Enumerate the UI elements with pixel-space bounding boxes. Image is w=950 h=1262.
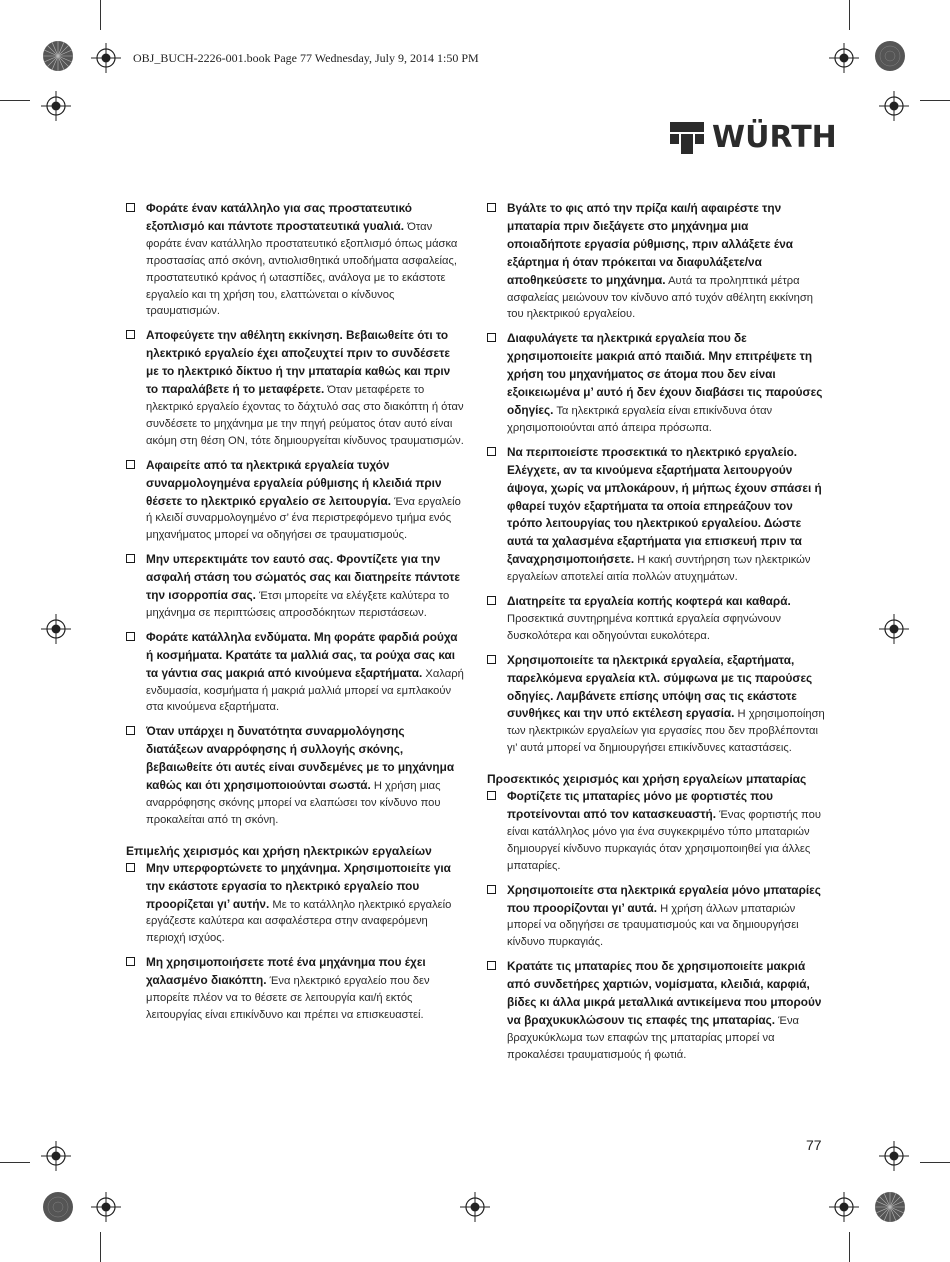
checkbox-bullet-icon bbox=[126, 726, 135, 735]
section-heading: Προσεκτικός χειρισμός και χρήση εργαλείων μπαταρίας bbox=[487, 772, 807, 787]
checkbox-bullet-icon bbox=[487, 655, 496, 664]
color-target-icon bbox=[42, 1191, 74, 1223]
safety-item-title: Διατηρείτε τα εργαλεία κοπής κοφτερά και καθαρά. bbox=[507, 594, 791, 609]
wurth-logo-text: WÜRTH bbox=[712, 120, 837, 155]
safety-item-title: Διαφυλάγετε τα ηλεκτρικά εργαλεία που δε χρησιμοποιείτε μακριά από παιδιά. Μην επιτρέψετε τη χρήση του μηχανήματος σε άτομα που δεν είναι εξοικειωμένα μ’ αυτό ή δεν έχουν διαβάσει τις παρούσες οδηγίες. bbox=[507, 331, 823, 417]
checkbox-bullet-icon bbox=[126, 460, 135, 469]
right-column bbox=[487, 200, 825, 1071]
wurth-logo bbox=[670, 120, 837, 156]
safety-item-text: Ένα ηλεκτρικό εργαλείο που δεν μπορείτε πλέον να το θέσετε σε λειτουργία και/ή εκτός λειτουργίας είναι επικίνδυνο και πρέπει να επισκευαστεί. bbox=[146, 975, 430, 1021]
checkbox-bullet-icon bbox=[487, 885, 496, 894]
safety-item-title: Να περιποιείστε προσεκτικά το ηλεκτρικό εργαλείο. Ελέγχετε, αν τα κινούμενα εξαρτήματα λειτουργούν άψογα, χωρίς να μπλοκάρουν, ή μήπως έχουν σπάσει ή φθαρεί τυχόν εξαρτήματα τα οποία επηρεάζουν τον τρόπο λειτουργίας του ηλεκτρικού εργαλείου. Δώστε αυτά τα χαλασμένα εξαρτήματα για επισκευή πριν τα ξαναχρησιμοποιήσετε. bbox=[507, 444, 822, 567]
registration-mark-icon bbox=[91, 43, 121, 73]
registration-mark-icon bbox=[41, 1141, 71, 1171]
crop-mark bbox=[849, 1232, 850, 1262]
safety-item-title: Μην υπερφορτώνετε το μηχάνημα. Χρησιμοποιείτε για την εκάστοτε εργασία το ηλεκτρικό εργαλείο που προορίζεται γι’ αυτήν. bbox=[146, 860, 451, 911]
color-target-icon bbox=[874, 40, 906, 72]
safety-item bbox=[126, 860, 464, 948]
registration-mark-icon bbox=[41, 614, 71, 644]
registration-mark-icon bbox=[879, 614, 909, 644]
crop-mark bbox=[100, 1232, 101, 1262]
section-heading: Επιμελής χειρισμός και χρήση ηλεκτρικών εργαλείων bbox=[126, 843, 432, 858]
safety-item bbox=[487, 593, 825, 645]
safety-item-title: Αφαιρείτε από τα ηλεκτρικά εργαλεία τυχόν συναρμολογημένα εργαλεία ρύθμισης ή κλειδιά πριν θέσετε το ηλεκτρικό εργαλείο σε λειτουργία. bbox=[146, 457, 442, 508]
safety-item bbox=[487, 330, 825, 436]
checkbox-bullet-icon bbox=[126, 632, 135, 641]
registration-mark-icon bbox=[829, 43, 859, 73]
safety-item bbox=[487, 444, 825, 586]
safety-item bbox=[126, 457, 464, 545]
color-target-icon bbox=[874, 1191, 906, 1223]
checkbox-bullet-icon bbox=[126, 554, 135, 563]
safety-item-text: Ένας φορτιστής που είναι κατάλληλος μόνο για ένα συγκεκριμένο τύπο μπαταριών δημιουργεί κίνδυνο πυρκαγιάς όταν χρησιμοποιηθεί για άλλες μπαταρίες. bbox=[507, 809, 821, 872]
safety-item-text: Η χρησιμοποίηση των ηλεκτρικών εργαλείων για εργασίες που δεν προβλέπονται γι’ αυτά μπορεί να δημιουργήσει επικίνδυνες καταστάσεις. bbox=[507, 708, 825, 755]
checkbox-bullet-icon bbox=[126, 203, 135, 212]
safety-item-title: Όταν υπάρχει η δυνατότητα συναρμολόγησης διατάξεων αναρρόφησης ή συλλογής σκόνης, βεβαιωθείτε ότι αυτές είναι συνδεμένες με το μηχάνημα καθώς και ότι χρησιμοποιούνται σωστά. bbox=[146, 724, 455, 793]
registration-mark-icon bbox=[829, 1192, 859, 1222]
safety-item-title: Βγάλτε το φις από την πρίζα και/ή αφαιρέστε την μπαταρία πριν διεξάγετε στο μηχάνημα μια οποιαδήποτε εργασία ρύθμισης, πριν αλλάξετε ένα εξάρτημα ή όταν πρόκειται να διαφυλάξετε/να αποθηκεύσετε το μηχάνημα. bbox=[507, 201, 794, 287]
safety-item bbox=[487, 652, 825, 757]
safety-item-title: Κρατάτε τις μπαταρίες που δε χρησιμοποιείτε μακριά από συνδετήρες χαρτιών, νομίσματα, κλειδιά, καρφιά, βίδες κι άλλα μικρά μεταλλικά αντικείμενα που μπορούν να βραχυκυκλώσουν τις επαφές της μπαταρίας. bbox=[507, 959, 822, 1027]
safety-item-title: Χρησιμοποιείτε στα ηλεκτρικά εργαλεία μόνο μπαταρίες που προορίζονται γι’ αυτά. bbox=[507, 882, 821, 915]
crop-mark bbox=[849, 0, 850, 30]
safety-item-text: Χαλαρή ενδυμασία, κοσμήματα ή μακριά μαλλιά μπορεί να εμπλακούν στα κινούμενα εξαρτήματα. bbox=[146, 667, 464, 714]
safety-item bbox=[487, 200, 825, 323]
safety-item-text: Έτσι μπορείτε να ελέγξετε καλύτερα το μηχάνημα σε περιπτώσεις απροσδόκητων περιστάσεων. bbox=[146, 590, 450, 619]
checkbox-bullet-icon bbox=[487, 596, 496, 605]
crop-mark bbox=[920, 1162, 950, 1163]
safety-item-text: Με το κατάλληλο ηλεκτρικό εργαλείο εργάζεστε καλύτερα και ασφαλέστερα στην αναφερόμενη περιοχή ισχύος. bbox=[146, 898, 452, 945]
registration-mark-icon bbox=[460, 1192, 490, 1222]
crop-mark bbox=[0, 100, 30, 101]
checkbox-bullet-icon bbox=[487, 333, 496, 342]
safety-item-text: Ένα βραχυκύκλωμα των επαφών της μπαταρίας μπορεί να προκαλέσει τραυματισμούς ή φωτιά. bbox=[507, 1014, 800, 1061]
left-column bbox=[126, 200, 464, 1031]
registration-mark-icon bbox=[879, 1141, 909, 1171]
registration-mark-icon bbox=[879, 91, 909, 121]
checkbox-bullet-icon bbox=[126, 863, 135, 872]
page-number: 77 bbox=[806, 1137, 822, 1153]
checkbox-bullet-icon bbox=[126, 330, 135, 339]
crop-mark bbox=[0, 1162, 30, 1163]
safety-item-title: Χρησιμοποιείτε τα ηλεκτρικά εργαλεία, εξαρτήματα, παρελκόμενα εργαλεία κτλ. σύμφωνα με τις παρούσες οδηγίες. Λαμβάνετε επίσης υπόψη σας τις εκάστοτε συνθήκες και την υπό εκτέλεση εργασία. bbox=[507, 652, 813, 721]
safety-item-text: Όταν μεταφέρετε το ηλεκτρικό εργαλείο έχοντας το δάχτυλό σας στο διακόπτη ή όταν συνδέσετε το μηχάνημα με την πηγή ρεύματος όταν αυτό είναι ακόμη στη θέση ON, τότε δημιουργείται κίνδυνος τραυματισμών. bbox=[146, 384, 464, 447]
safety-item bbox=[487, 882, 825, 952]
wurth-logo-mark-icon bbox=[670, 122, 704, 154]
safety-item-title: Μη χρησιμοποιήσετε ποτέ ένα μηχάνημα που έχει χαλασμένο διακόπτη. bbox=[146, 955, 426, 988]
registration-mark-icon bbox=[41, 91, 71, 121]
safety-item-title: Αποφεύγετε την αθέλητη εκκίνηση. Βεβαιωθείτε ότι το ηλεκτρικό εργαλείο έχει αποζευχτεί πριν το συνδέσετε με το ηλεκτρικό δίκτυο ή την μπαταρία καθώς και πριν το παραλάβετε ή το μεταφέρετε. bbox=[146, 328, 451, 397]
safety-item-title: Φορτίζετε τις μπαταρίες μόνο με φορτιστές που προτείνονται από τον κατασκευαστή. bbox=[507, 789, 774, 821]
registration-mark-icon bbox=[91, 1192, 121, 1222]
safety-item bbox=[487, 958, 825, 1063]
color-target-icon bbox=[42, 40, 74, 72]
checkbox-bullet-icon bbox=[487, 203, 496, 212]
safety-item bbox=[126, 629, 464, 717]
safety-item-text: Όταν φοράτε έναν κατάλληλο προστατευτικό εξοπλισμό όπως μάσκα προστασίας από σκόνη, αντιολισθητικά υποδήματα ασφαλείας, προστατευτικό κράνος ή ωτασπίδες, ανάλογα με το εκάστοτε εργαλείο και τη χρήση του, ελαττώνεται ο κίνδυνος τραυματισμών. bbox=[146, 220, 458, 318]
safety-item-text: Αυτά τα προληπτικά μέτρα ασφαλείας μειώνουν τον κίνδυνο από τυχόν αθέλητη εκκίνηση του ηλεκτρικού εργαλείου. bbox=[507, 274, 813, 321]
crop-mark bbox=[100, 0, 101, 30]
safety-item-text: Η κακή συντήρηση των ηλεκτρικών εργαλείων αποτελεί αιτία πολλών ατυχημάτων. bbox=[507, 554, 811, 584]
safety-item-title: Φοράτε έναν κατάλληλο για σας προστατευτικό εξοπλισμό και πάντοτε προστατευτικά γυαλιά. bbox=[146, 201, 412, 233]
safety-item bbox=[126, 954, 464, 1024]
safety-item bbox=[126, 723, 464, 828]
safety-item-title: Μην υπερεκτιμάτε τον εαυτό σας. Φροντίζετε για την ασφαλή στάση του σώματός σας και διατηρείτε πάντοτε την ισορροπία σας. bbox=[146, 552, 460, 603]
safety-item bbox=[126, 327, 464, 449]
checkbox-bullet-icon bbox=[487, 447, 496, 456]
book-header-info: OBJ_BUCH-2226-001.book Page 77 Wednesday, July 9, 2014 1:50 PM bbox=[133, 51, 479, 65]
checkbox-bullet-icon bbox=[126, 957, 135, 966]
safety-item bbox=[487, 788, 825, 875]
checkbox-bullet-icon bbox=[487, 961, 496, 970]
safety-item-text: Ένα εργαλείο ή κλειδί συναρμολογημένο σ’ ένα περιστρεφόμενο τμήμα ενός μηχανήματος μπορεί να οδηγήσει σε τραυματισμούς. bbox=[146, 495, 461, 542]
safety-item-text: Προσεκτικά συντηρημένα κοπτικά εργαλεία σφηνώνουν δυσκολότερα και οδηγούνται ευκολότερα. bbox=[507, 612, 782, 642]
safety-item-text: Η χρήση μιας αναρρόφησης σκόνης μπορεί να ελαπώσει τον κίνδυνο που προκαλείται από τη σκόνη. bbox=[146, 780, 441, 826]
safety-item-title: Φοράτε κατάλληλα ενδύματα. Μη φοράτε φαρδιά ρούχα ή κοσμήματα. Κρατάτε τα μαλλιά σας, τα ρούχα σας και τα γάντια σας μακριά από κινούμενα εξαρτήματα. bbox=[146, 629, 458, 680]
safety-item-text: Η χρήση άλλων μπαταριών μπορεί να οδηγήσει σε τραυματισμούς και να δημιουργήσει κίνδυνο πυρκαγιάς. bbox=[507, 902, 799, 949]
safety-item bbox=[126, 551, 464, 622]
safety-item bbox=[126, 200, 464, 320]
safety-item-text: Τα ηλεκτρικά εργαλεία είναι επικίνδυνα όταν χρησιμοποιούνται από άπειρα πρόσωπα. bbox=[507, 404, 773, 434]
crop-mark bbox=[920, 100, 950, 101]
checkbox-bullet-icon bbox=[487, 791, 496, 800]
